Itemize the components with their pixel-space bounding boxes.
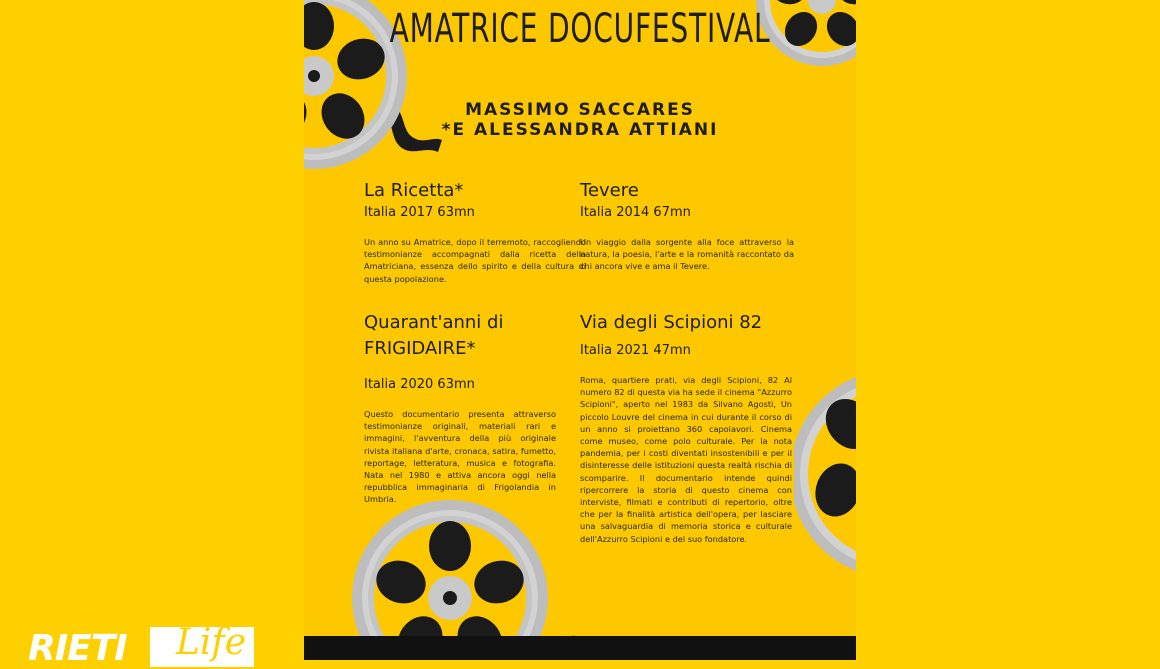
- film-via-degli-scipioni: [580, 310, 792, 545]
- film-title: Quarant'anni di FRIGIDAIRE*: [364, 312, 504, 359]
- film-meta: Italia 2014 67mn: [580, 205, 691, 220]
- film-description: Un anno su Amatrice, dopo il terremoto, raccogliendo testimonianze accompagnati dalla ricetta della Amatriciana, essenza dello spirito e della cultura di questa popolazione.: [364, 237, 586, 284]
- film-frigidaire: [364, 310, 556, 506]
- film-title: Via degli Scipioni 82: [580, 312, 763, 333]
- film-tevere: [580, 178, 794, 273]
- film-description: Roma, quartiere prati, via degli Scipioni, 82 Al numero 82 di questa via ha sede il cinema "Azzurro Scipioni", aperto nel 1983 da Silvano Agosti, Un piccolo Louvre del cinema in cui durante il corso di un anno si proiettano 360 capolavori. Cinema come museo, come polo culturale. Per la nota pandemia, per i costi diventati insostenibili e per il disinteresse delle istituzioni questa realtà rischia di scomparire. Il documentario intende quindi ripercorrere la storia di questo cinema con interviste, filmati e contributi di repertorio, oltre che per la finalità artistica dell'opera, per lasciare una salvaguardia di memoria storica e culturale dell'Azzurro Scipioni e del suo fondatore.: [580, 375, 792, 544]
- authors-line-1: MASSIMO SACCARES: [465, 100, 695, 120]
- film-la-ricetta: [364, 178, 586, 285]
- festival-poster: [304, 0, 856, 660]
- rieti-life-logo: RIETI: [28, 628, 127, 669]
- poster-footer-bar: [304, 636, 856, 660]
- poster-authors: [304, 100, 856, 140]
- film-description: Un viaggio dalla sorgente alla foce attraverso la natura, la poesia, l'arte e la romanità raccontato da chi ancora vive e ama il Tevere.: [580, 237, 794, 272]
- poster-title: AMATRICE DOCUFESTIVAL: [389, 6, 771, 52]
- film-title: La Ricetta*: [364, 180, 464, 201]
- film-meta: Italia 2017 63mn: [364, 205, 475, 220]
- film-reel-icon: [794, 372, 856, 586]
- film-description: Questo documentario presenta attraverso testimonianze originali, materiali rari e immagini, l'avventura della più originale rivista italiana d'arte, cronaca, satira, fumetto, reportage, letteratura, musica e fotografia. Nata nel 1980 e attiva ancora oggi nella repubblica immaginaria di Frigolandia in Umbria.: [364, 409, 556, 505]
- film-title: Tevere: [580, 180, 639, 201]
- film-meta: Italia 2021 47mn: [580, 343, 691, 358]
- logo-life-text: Life: [176, 622, 247, 663]
- film-meta: Italia 2020 63mn: [364, 377, 475, 392]
- authors-line-2: *E ALESSANDRA ATTIANI: [441, 120, 719, 140]
